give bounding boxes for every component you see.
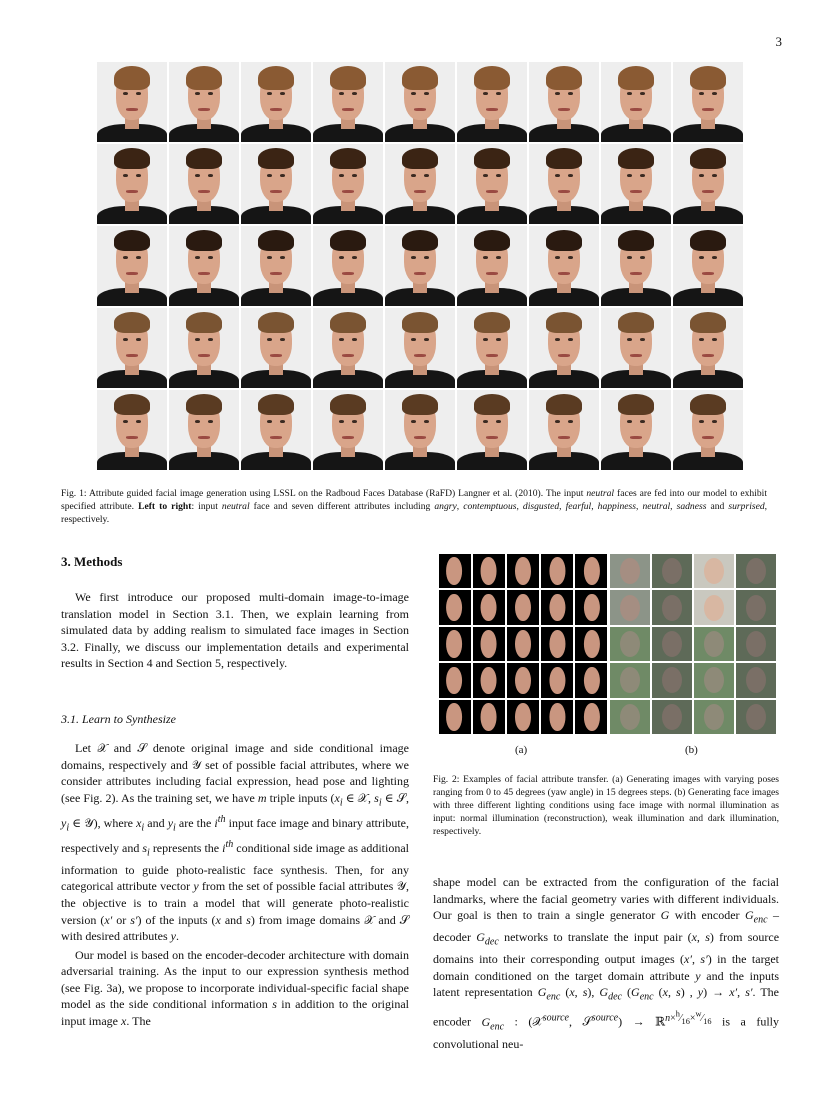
lighting-face-photo (694, 700, 734, 734)
face-photo (385, 144, 455, 224)
pose-face-photo (439, 700, 471, 734)
lighting-face-photo (736, 663, 776, 697)
lighting-face-photo (736, 627, 776, 661)
face-photo (529, 144, 599, 224)
face-photo (673, 390, 743, 470)
face-photo (673, 144, 743, 224)
subsection-body-right (433, 874, 779, 1052)
pose-face-photo (473, 700, 505, 734)
figure-2b-lighting-grid (610, 554, 776, 734)
face-photo (169, 308, 239, 388)
intro-paragraph: We first introduce our proposed multi-domain image-to-image translation model in Section 3.1. Then, we explain learning from simulated data by adding realism to simulated face images in Section 3.2. Finally, we discuss our implementation details and experimental results in Section 4 and Section 5, respectively. (61, 590, 409, 671)
face-photo (313, 390, 383, 470)
lighting-face-photo (694, 663, 734, 697)
lighting-face-photo (610, 554, 650, 588)
pose-face-photo (439, 663, 471, 697)
pose-face-photo (541, 627, 573, 661)
pose-face-photo (507, 590, 539, 624)
face-photo (529, 390, 599, 470)
pose-face-photo (575, 700, 607, 734)
lighting-face-photo (694, 590, 734, 624)
lighting-face-photo (610, 700, 650, 734)
lighting-face-photo (652, 627, 692, 661)
pose-face-photo (541, 700, 573, 734)
figure-1-expression-grid (97, 62, 743, 470)
pose-face-photo (507, 554, 539, 588)
face-photo (241, 390, 311, 470)
figure-1-caption: Fig. 1: Attribute guided facial image generation using LSSL on the Radboud Faces Database (RaFD) Langner et al. (2010). The input neutral faces are fed into our model to exhibit specified attribute. Left to right: input neutral face and seven different attributes including angry, contemptuous, disgusted, fearful, happiness, neutral, sadness and surprised, respectively. (61, 488, 768, 525)
lighting-face-photo (652, 663, 692, 697)
lighting-face-photo (610, 627, 650, 661)
face-photo (457, 144, 527, 224)
figure-2b-label: (b) (685, 744, 698, 756)
face-photo (457, 308, 527, 388)
face-photo (385, 308, 455, 388)
lighting-face-photo (652, 554, 692, 588)
lighting-face-photo (736, 554, 776, 588)
face-photo (241, 308, 311, 388)
subsection-body-left (61, 740, 409, 1030)
face-photo (313, 308, 383, 388)
face-photo (601, 144, 671, 224)
subsection-heading: 3.1. Learn to Synthesize (61, 712, 176, 726)
face-photo (97, 226, 167, 306)
face-photo (673, 308, 743, 388)
figure-2a-label: (a) (515, 744, 528, 756)
face-photo (457, 62, 527, 142)
face-photo (97, 144, 167, 224)
face-photo (241, 226, 311, 306)
pose-face-photo (541, 554, 573, 588)
face-photo (529, 308, 599, 388)
paragraph-2: Our model is based on the encoder-decoder architecture with domain adversarial training. As the input to our expression synthesis method (see Fig. 3a), we propose to incorporate individual-specific facial shape model as the side conditional information s in addition to the original input image x. The (61, 947, 410, 1029)
face-photo (457, 226, 527, 306)
lighting-face-photo (736, 700, 776, 734)
pose-face-photo (507, 700, 539, 734)
pose-face-photo (541, 590, 573, 624)
pose-face-photo (575, 554, 607, 588)
face-photo (529, 226, 599, 306)
lighting-face-photo (694, 627, 734, 661)
face-photo (313, 62, 383, 142)
lighting-face-photo (610, 663, 650, 697)
face-photo (169, 62, 239, 142)
face-photo (169, 144, 239, 224)
pose-face-photo (439, 590, 471, 624)
face-photo (601, 308, 671, 388)
face-photo (313, 226, 383, 306)
lighting-face-photo (694, 554, 734, 588)
pose-face-photo (473, 590, 505, 624)
paragraph-1: Let 𝒳 and 𝒮 denote original image and side conditional image domains, respectively and 𝒴 set of possible facial attributes, where we consider attributes including facial expression, head pose and lighting (see Fig. 2). As the training set, we have m triple inputs ($x_i$ ∈ 𝒳, $s_i$ ∈ 𝒮, $y_i$ ∈ 𝒴), where $x_i$ and $y_i$ are the $i^{th}$ input face image and binary attribute, respectively and $s_i$ represents the $i^{th}$ conditional side image as additional information to guide photo-realistic face synthesis. Then, for any categorical attribute vector y from the set of possible facial attributes 𝒴, the objective is to train a model that will generate photo-realistic version (x′ or s′) of the inputs (x and s) from image domains 𝒳 and 𝒮 with desired attributes y. (61, 741, 410, 944)
face-photo (385, 226, 455, 306)
lighting-face-photo (610, 590, 650, 624)
face-photo (241, 62, 311, 142)
section-heading: 3. Methods (61, 554, 123, 569)
face-photo (385, 390, 455, 470)
pose-face-photo (541, 663, 573, 697)
face-photo (241, 144, 311, 224)
face-photo (601, 226, 671, 306)
lighting-face-photo (652, 590, 692, 624)
face-photo (457, 390, 527, 470)
face-photo (601, 390, 671, 470)
face-photo (169, 226, 239, 306)
pose-face-photo (439, 627, 471, 661)
paragraph-3: shape model can be extracted from the configuration of the facial landmarks, where the facial geometry varies with different individuals. Our goal is then to train a single generator G with encoder $G_{enc}$ – decoder $G_{dec}$ networks to translate the input pair (x, s) from source domains into their corresponding output images (x′, s′) in the target domain conditioned on the target domain attribute y and the inputs latent representation $G_{enc}$ (x, s), $G_{dec}$ ($G_{enc}$ (x, s) , y) → x′, s′. The encoder $G_{enc}$ : (𝒳$^{source}$, 𝒮$^{source}$) → ℝ$^{n\times^h⁄_{16}\times^w⁄_{16}}$ is a fully convolutional neu- (433, 875, 780, 1051)
lighting-face-photo (736, 590, 776, 624)
face-photo (673, 62, 743, 142)
face-photo (97, 308, 167, 388)
face-photo (313, 144, 383, 224)
figure-2a-pose-grid (439, 554, 607, 734)
pose-face-photo (473, 627, 505, 661)
pose-face-photo (507, 627, 539, 661)
face-photo (169, 390, 239, 470)
face-photo (673, 226, 743, 306)
lighting-face-photo (652, 700, 692, 734)
section-intro (61, 589, 409, 672)
pose-face-photo (473, 663, 505, 697)
figure-2-caption: Fig. 2: Examples of facial attribute transfer. (a) Generating images with varying poses ranging from 0 to 45 degrees (yaw angle) in 15 degrees steps. (b) Generating face images with three different lighting conditions using face image with normal illumination as input: normal illumination (reconstruction), weak illumination and dark illumination, respectively. (433, 774, 779, 837)
pose-face-photo (575, 590, 607, 624)
pose-face-photo (575, 663, 607, 697)
face-photo (97, 390, 167, 470)
face-photo (529, 62, 599, 142)
face-photo (97, 62, 167, 142)
pose-face-photo (473, 554, 505, 588)
pose-face-photo (507, 663, 539, 697)
pose-face-photo (439, 554, 471, 588)
pose-face-photo (575, 627, 607, 661)
page-number: 3 (775, 34, 782, 49)
face-photo (601, 62, 671, 142)
face-photo (385, 62, 455, 142)
